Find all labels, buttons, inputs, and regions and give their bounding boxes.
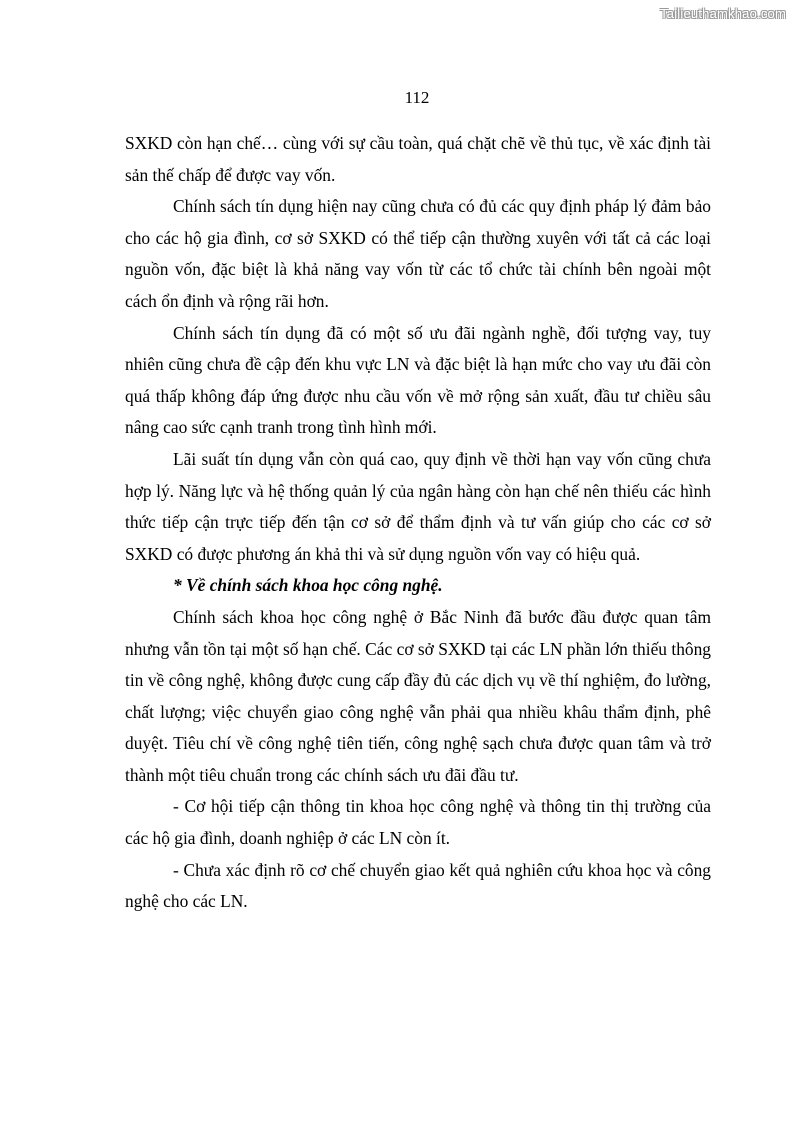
watermark: Tailieuthamkhao.com (660, 6, 786, 21)
page-number: 112 (404, 88, 430, 107)
bullet-paragraph: - Cơ hội tiếp cận thông tin khoa học công nghệ và thông tin thị trường của các hộ gia đình, doanh nghiệp ở các LN còn ít. (125, 796, 711, 849)
paragraph: Chính sách tín dụng hiện nay cũng chưa có đủ các quy định pháp lý đảm bảo cho các hộ gia đình, cơ sở SXKD có thể tiếp cận thường xuyên với tất cả các loại nguồn vốn, đặc biệt là khả năng vay vốn từ các tổ chức tài chính bên ngoài một cách ổn định và rộng rãi hơn. (125, 196, 711, 311)
paragraph: Chính sách khoa học công nghệ ở Bắc Ninh đã bước đầu được quan tâm nhưng vẫn tồn tại một số hạn chế. Các cơ sở SXKD tại các LN phần lớn thiếu thông tin về công nghệ, không được cung cấp đầy đủ các dịch vụ về thí nghiệm, đo lường, chất lượng; việc chuyển giao công nghệ vẫn phải qua nhiều khâu thẩm định, phê duyệt. Tiêu chí về công nghệ tiên tiến, công nghệ sạch chưa được quan tâm và trở thành một tiêu chuẩn trong các chính sách ưu đãi đầu tư. (125, 606, 711, 785)
paragraph: SXKD còn hạn chế… cùng với sự cầu toàn, quá chặt chẽ về thủ tục, về xác định tài sản thế chấp để được vay vốn. (125, 133, 711, 185)
paragraph: Chính sách tín dụng đã có một số ưu đãi ngành nghề, đối tượng vay, tuy nhiên cũng chưa đề cập đến khu vực LN và đặc biệt là hạn mức cho vay ưu đãi còn quá thấp không đáp ứng được nhu cầu vốn về mở rộng sản xuất, đầu tư chiều sâu nâng cao sức cạnh tranh trong tình hình mới. (125, 322, 711, 438)
bullet-paragraph: - Chưa xác định rõ cơ chế chuyển giao kết quả nghiên cứu khoa học và công nghệ cho các LN. (125, 859, 711, 912)
section-heading: * Về chính sách khoa học công nghệ. (173, 575, 443, 596)
document-body (125, 128, 711, 918)
paragraph: Lãi suất tín dụng vẫn còn quá cao, quy định về thời hạn vay vốn cũng chưa hợp lý. Năng lực và hệ thống quản lý của ngân hàng còn hạn chế nên thiếu các hình thức tiếp cận trực tiếp đến tận cơ sở để thẩm định và tư vấn giúp cho các cơ sở SXKD có được phương án khả thi và sử dụng nguồn vốn vay có hiệu quả. (125, 448, 711, 564)
